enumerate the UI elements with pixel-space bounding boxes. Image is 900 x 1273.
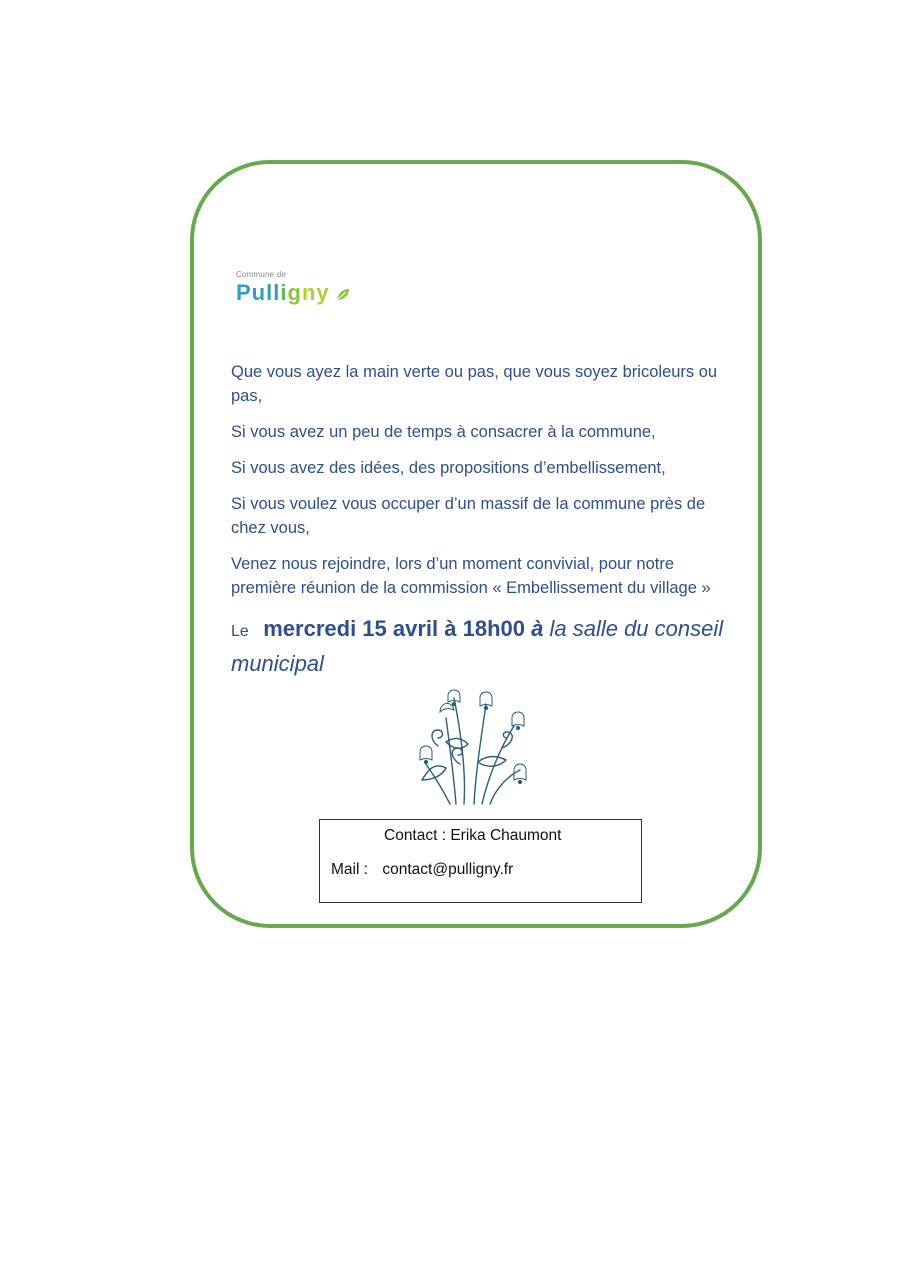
mail-label: Mail :	[331, 861, 369, 878]
logo-title	[236, 280, 330, 306]
contact-mail	[331, 861, 513, 879]
event-date	[231, 613, 731, 683]
event-datetime: mercredi 15 avril à 18h00	[263, 616, 532, 641]
logo-title-part: i	[280, 280, 288, 305]
logo-title-part: Pu	[236, 280, 267, 305]
logo-title-part: g	[287, 280, 302, 305]
commune-logo	[236, 270, 356, 314]
contact-box	[319, 819, 642, 903]
paragraph: Venez nous rejoindre, lors d’un moment convivial, pour notre première réunion de la commission « Embellissement du village »	[231, 555, 711, 597]
event-place: la salle du conseil municipal	[231, 616, 724, 676]
logo-title-part: ny	[301, 280, 330, 305]
flowers-icon	[416, 688, 538, 806]
paragraph: Si vous avez des idées, des propositions d’embellissement,	[231, 459, 666, 477]
leaf-icon	[336, 288, 350, 302]
mail-address[interactable]: contact@pulligny.fr	[382, 861, 514, 878]
logo-subtitle: Commune de	[236, 270, 287, 279]
logo-title-part: ll	[266, 280, 281, 305]
invitation-text	[231, 360, 731, 612]
paragraph: Si vous voulez vous occuper d’un massif de la commune près de chez vous,	[231, 495, 706, 537]
contact-name: Contact : Erika Chaumont	[384, 827, 562, 844]
paragraph: Si vous avez un peu de temps à consacrer à la commune,	[231, 423, 656, 441]
event-a: à	[531, 616, 544, 641]
event-prefix: Le	[231, 623, 249, 640]
paragraph: Que vous ayez la main verte ou pas, que vous soyez bricoleurs ou pas,	[231, 363, 718, 405]
